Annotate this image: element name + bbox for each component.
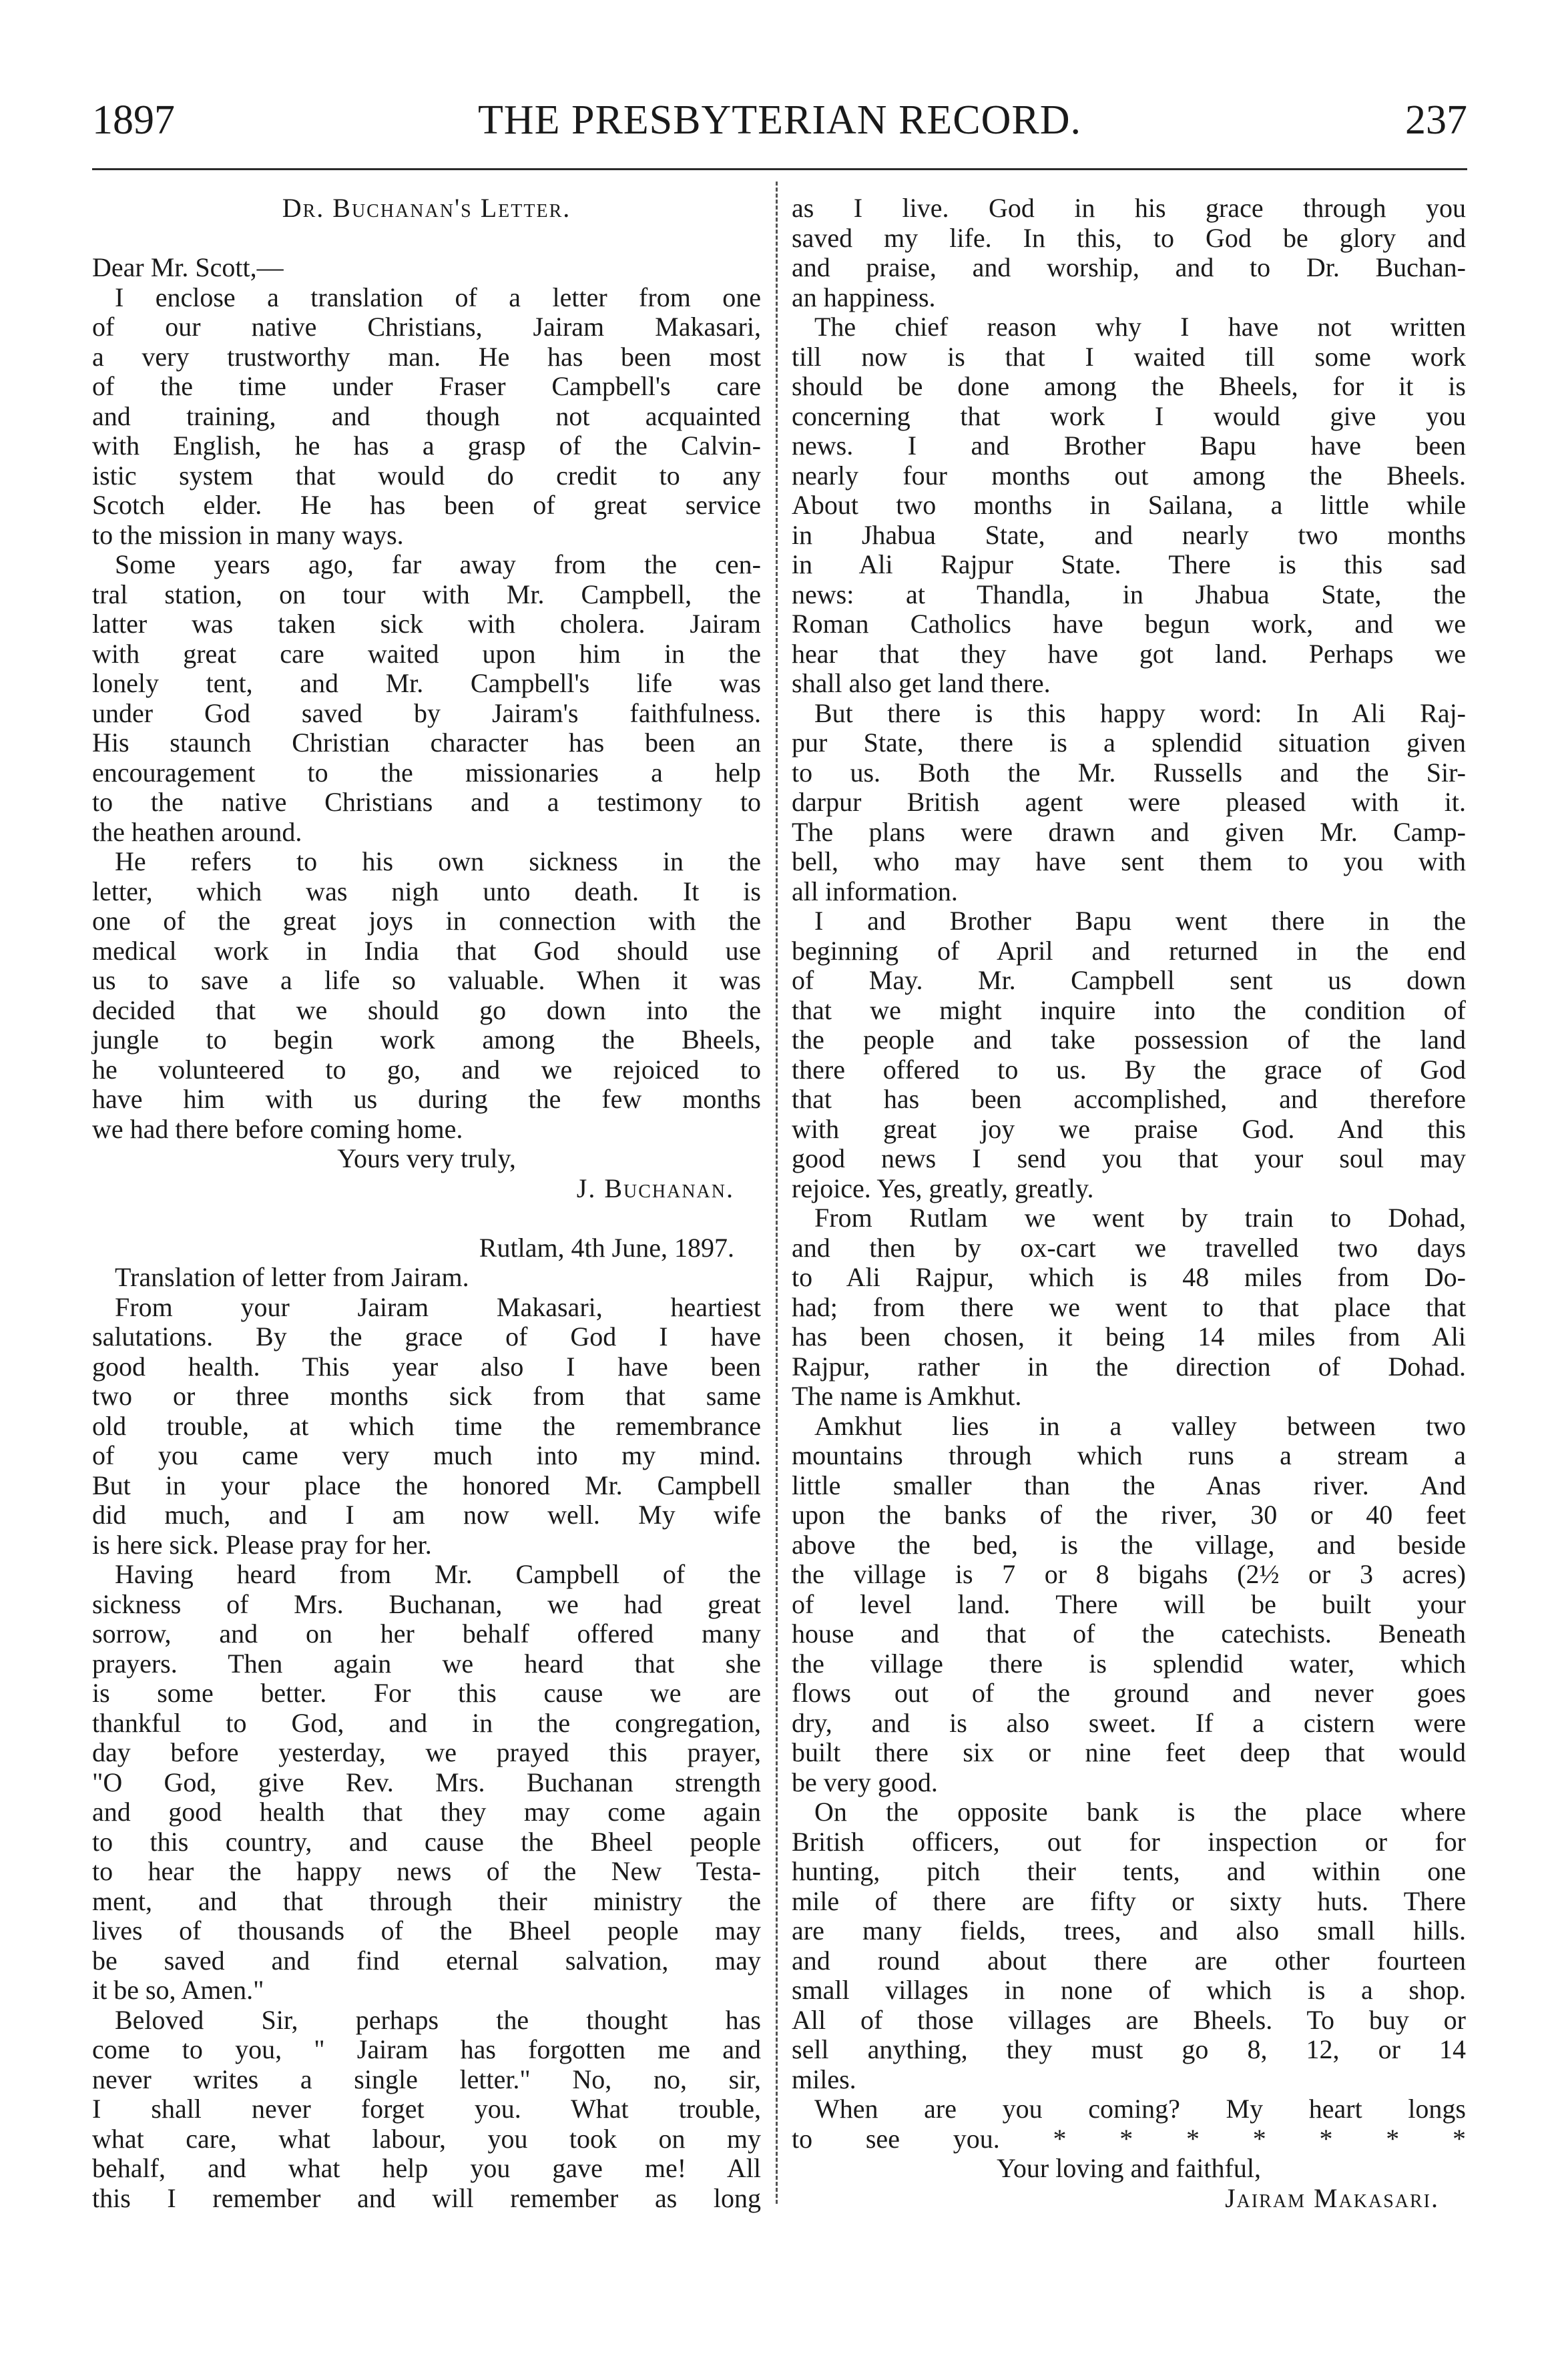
text-line: latter was taken sick with cholera. Jairam: [92, 609, 761, 639]
text-line: built there six or nine feet deep that would: [792, 1737, 1466, 1767]
text-line: be saved and find eternal salvation, may: [92, 1945, 761, 1976]
text-line: and training, and though not acquainted: [92, 400, 761, 431]
text-line: saved my life. In this, to God be glory and: [792, 222, 1466, 253]
header-year: 1897: [92, 97, 175, 143]
text-line: this I remember and will remember as long: [92, 2182, 761, 2213]
text-line: ment, and that through their ministry the: [92, 1885, 761, 1916]
text-line: lonely tent, and Mr. Campbell's life was: [92, 668, 761, 698]
text-line: pur State, there is a splendid situation given: [792, 727, 1466, 758]
text-line: flows out of the ground and never goes: [792, 1678, 1466, 1708]
text-line: He refers to his own sickness in the: [115, 846, 761, 876]
text-line: small villages in none of which is a shop.: [792, 1975, 1466, 2005]
text-line: had; from there we went to that place that: [792, 1291, 1466, 1322]
text-line: what care, what labour, you took on my: [92, 2123, 761, 2154]
text-line: we had there before coming home.: [92, 1113, 463, 1144]
text-line: I and Brother Bapu went there in the: [814, 906, 1466, 936]
text-line: come to you, " Jairam has forgotten me and: [92, 2034, 761, 2064]
text-line: concerning that work I would give you: [792, 400, 1466, 431]
dateline: Rutlam, 4th June, 1897.: [479, 1232, 734, 1263]
text-line: Some years ago, far away from the cen-: [115, 549, 761, 579]
text-line: the heathen around.: [92, 816, 302, 847]
header-page-number: 237: [1405, 97, 1467, 143]
text-line: mountains through which runs a stream a: [792, 1440, 1466, 1470]
text-line: lives of thousands of the Bheel people may: [92, 1915, 761, 1946]
text-line: has been chosen, it being 14 miles from Ali: [792, 1321, 1466, 1352]
text-line: bell, who may have sent them to you with: [792, 846, 1466, 876]
text-line: of level land. There will be built your: [792, 1588, 1466, 1619]
text-line: and then by ox-cart we travelled two days: [792, 1232, 1466, 1263]
text-line: day before yesterday, we prayed this prayer,: [92, 1737, 761, 1767]
text-line: behalf, and what help you gave me! All: [92, 2153, 761, 2183]
text-line: of May. Mr. Campbell sent us down: [792, 965, 1466, 995]
text-line: prayers. Then again we heard that she: [92, 1648, 761, 1679]
text-line: thankful to God, and in the congregation,: [92, 1707, 761, 1738]
text-line: be very good.: [792, 1767, 938, 1797]
text-line: darpur British agent were pleased with it.: [792, 787, 1466, 817]
text-line: Scotch elder. He has been of great service: [92, 490, 761, 520]
text-line: sell anything, they must go 8, 12, or 14: [792, 2034, 1466, 2064]
text-line: it be so, Amen.": [92, 1975, 264, 2005]
text-line: and round about there are other fourteen: [792, 1945, 1466, 1976]
text-line: the people and take possession of the land: [792, 1024, 1466, 1055]
text-line: of you came very much into my mind.: [92, 1440, 761, 1470]
text-line: in Jhabua State, and nearly two months: [792, 519, 1466, 550]
text-line: have him with us during the few months: [92, 1084, 761, 1114]
text-line: one of the great joys in connection with the: [92, 906, 761, 936]
text-line: the village there is splendid water, which: [792, 1648, 1466, 1679]
text-line: old trouble, at which time the remembrance: [92, 1410, 761, 1441]
text-line: to us. Both the Mr. Russells and the Sir-: [792, 757, 1466, 788]
text-line: to this country, and cause the Bheel people: [92, 1826, 761, 1857]
text-line: a very trustworthy man. He has been most: [92, 341, 761, 372]
text-line: two or three months sick from that same: [92, 1381, 761, 1411]
text-line: mile of there are fifty or sixty huts. There: [792, 1885, 1466, 1916]
text-line: His staunch Christian character has been an: [92, 727, 761, 758]
text-line: of the time under Fraser Campbell's care: [92, 371, 761, 401]
text-line: dry, and is also sweet. If a cistern were: [792, 1707, 1466, 1738]
text-line: letter, which was nigh unto death. It is: [92, 876, 761, 906]
text-line: house and that of the catechists. Beneath: [792, 1618, 1466, 1649]
text-line: The name is Amkhut.: [792, 1381, 1022, 1411]
text-line: Translation of letter from Jairam.: [115, 1262, 469, 1292]
text-line: is some better. For this cause we are: [92, 1678, 761, 1708]
text-line: should be done among the Bheels, for it is: [792, 371, 1466, 401]
text-line: beginning of April and returned in the end: [792, 935, 1466, 966]
text-line: hunting, pitch their tents, and within one: [792, 1856, 1466, 1886]
left-column: [92, 194, 761, 2213]
text-line: About two months in Sailana, a little while: [792, 490, 1466, 520]
text-line: with great joy we praise God. And this: [792, 1113, 1466, 1144]
text-line: all information.: [792, 876, 958, 906]
text-line: [92, 224, 761, 254]
text-line: sorrow, and on her behalf offered many: [92, 1618, 761, 1649]
text-line: jungle to begin work among the Bheels,: [92, 1024, 761, 1055]
text-line: good health. This year also I have been: [92, 1351, 761, 1382]
text-line: that we might inquire into the condition of: [792, 994, 1466, 1025]
text-line: shall also get land there.: [792, 668, 1051, 698]
text-line: On the opposite bank is the place where: [814, 1797, 1466, 1827]
text-line: From your Jairam Makasari, heartiest: [115, 1291, 761, 1322]
text-line: Dear Mr. Scott,—: [92, 252, 284, 282]
header-title: THE PRESBYTERIAN RECORD.: [477, 97, 1082, 143]
text-line: When are you coming? My heart longs: [814, 2094, 1466, 2124]
text-line: of our native Christians, Jairam Makasari,: [92, 312, 761, 342]
text-line: miles.: [792, 2064, 856, 2094]
right-column: [792, 194, 1466, 2213]
text-line: under God saved by Jairam's faithfulness.: [92, 697, 761, 728]
text-line: istic system that would do credit to any: [92, 460, 761, 491]
text-line: All of those villages are Bheels. To buy or: [792, 2004, 1466, 2035]
text-line: to the mission in many ways.: [92, 519, 404, 550]
text-line: us to save a life so valuable. When it was: [92, 965, 761, 995]
text-line: nearly four months out among the Bheels.: [792, 460, 1466, 491]
signature: J. Buchanan.: [576, 1173, 734, 1203]
text-line: that has been accomplished, and therefore: [792, 1084, 1466, 1114]
text-line: good news I send you that your soul may: [792, 1143, 1466, 1173]
text-line: the village is 7 or 8 bigahs (2½ or 3 acres): [792, 1559, 1466, 1589]
text-line: to the native Christians and a testimony to: [92, 787, 761, 817]
header-rule: [92, 168, 1467, 170]
text-line: sickness of Mrs. Buchanan, we had great: [92, 1588, 761, 1619]
text-line: "O God, give Rev. Mrs. Buchanan strength: [92, 1767, 761, 1797]
text-line: did much, and I am now well. My wife: [92, 1500, 761, 1530]
text-line: with English, he has a grasp of the Calvin-: [92, 430, 761, 461]
text-line: I shall never forget you. What trouble,: [92, 2094, 761, 2124]
text-line: medical work in India that God should use: [92, 935, 761, 966]
text-line: tral station, on tour with Mr. Campbell, the: [92, 579, 761, 609]
text-line: From Rutlam we went by train to Dohad,: [814, 1203, 1466, 1233]
text-line: salutations. By the grace of God I have: [92, 1321, 761, 1352]
text-line: are many fields, trees, and also small hills.: [792, 1915, 1466, 1946]
text-line: decided that we should go down into the: [92, 994, 761, 1025]
text-line: But in your place the honored Mr. Campbell: [92, 1470, 761, 1500]
column-divider: [776, 182, 778, 2204]
text-line: to hear the happy news of the New Testa-: [92, 1856, 761, 1886]
page-header: [92, 93, 1467, 147]
text-line: news. I and Brother Bapu have been: [792, 430, 1466, 461]
text-line: is here sick. Please pray for her.: [92, 1529, 432, 1560]
text-line: an happiness.: [792, 282, 936, 312]
text-line: as I live. God in his grace through you: [792, 193, 1466, 223]
text-line: encouragement to the missionaries a help: [92, 757, 761, 788]
text-line: to Ali Rajpur, which is 48 miles from Do-: [792, 1262, 1466, 1292]
text-line: The chief reason why I have not written: [814, 312, 1466, 342]
text-line: British officers, out for inspection or for: [792, 1826, 1466, 1857]
text-line: Amkhut lies in a valley between two: [814, 1410, 1466, 1441]
text-line: Beloved Sir, perhaps the thought has: [115, 2004, 761, 2035]
text-line: above the bed, is the village, and beside: [792, 1529, 1466, 1560]
text-line: and good health that they may come again: [92, 1797, 761, 1827]
text-line: and praise, and worship, and to Dr. Buchan-: [792, 252, 1466, 282]
text-line: The plans were drawn and given Mr. Camp-: [792, 816, 1466, 847]
text-line: rejoice. Yes, greatly, greatly.: [792, 1173, 1094, 1203]
text-line: with great care waited upon him in the: [92, 638, 761, 669]
text-line: Roman Catholics have begun work, and we: [792, 609, 1466, 639]
text-line: [92, 1203, 761, 1233]
text-line: hear that they have got land. Perhaps we: [792, 638, 1466, 669]
text-line: till now is that I waited till some work: [792, 341, 1466, 372]
text-line: there offered to us. By the grace of God: [792, 1054, 1466, 1085]
text-line: in Ali Rajpur State. There is this sad: [792, 549, 1466, 579]
closing-line: Yours very truly,: [337, 1143, 516, 1173]
text-line: But there is this happy word: In Ali Raj-: [814, 697, 1466, 728]
text-line: upon the banks of the river, 30 or 40 feet: [792, 1500, 1466, 1530]
text-line: to see you. * * * * * * *: [792, 2123, 1466, 2154]
text-line: little smaller than the Anas river. And: [792, 1470, 1466, 1500]
text-line: never writes a single letter." No, no, sir,: [92, 2064, 761, 2094]
text-line: I enclose a translation of a letter from one: [115, 282, 761, 312]
letter-heading: Dr. Buchanan's Letter.: [282, 193, 571, 223]
text-line: he volunteered to go, and we rejoiced to: [92, 1054, 761, 1085]
text-line: Having heard from Mr. Campbell of the: [115, 1559, 761, 1589]
closing-line: Your loving and faithful,: [997, 2153, 1261, 2183]
text-line: news: at Thandla, in Jhabua State, the: [792, 579, 1466, 609]
signature: Jairam Makasari.: [1225, 2182, 1439, 2213]
text-line: Rajpur, rather in the direction of Dohad.: [792, 1351, 1466, 1382]
